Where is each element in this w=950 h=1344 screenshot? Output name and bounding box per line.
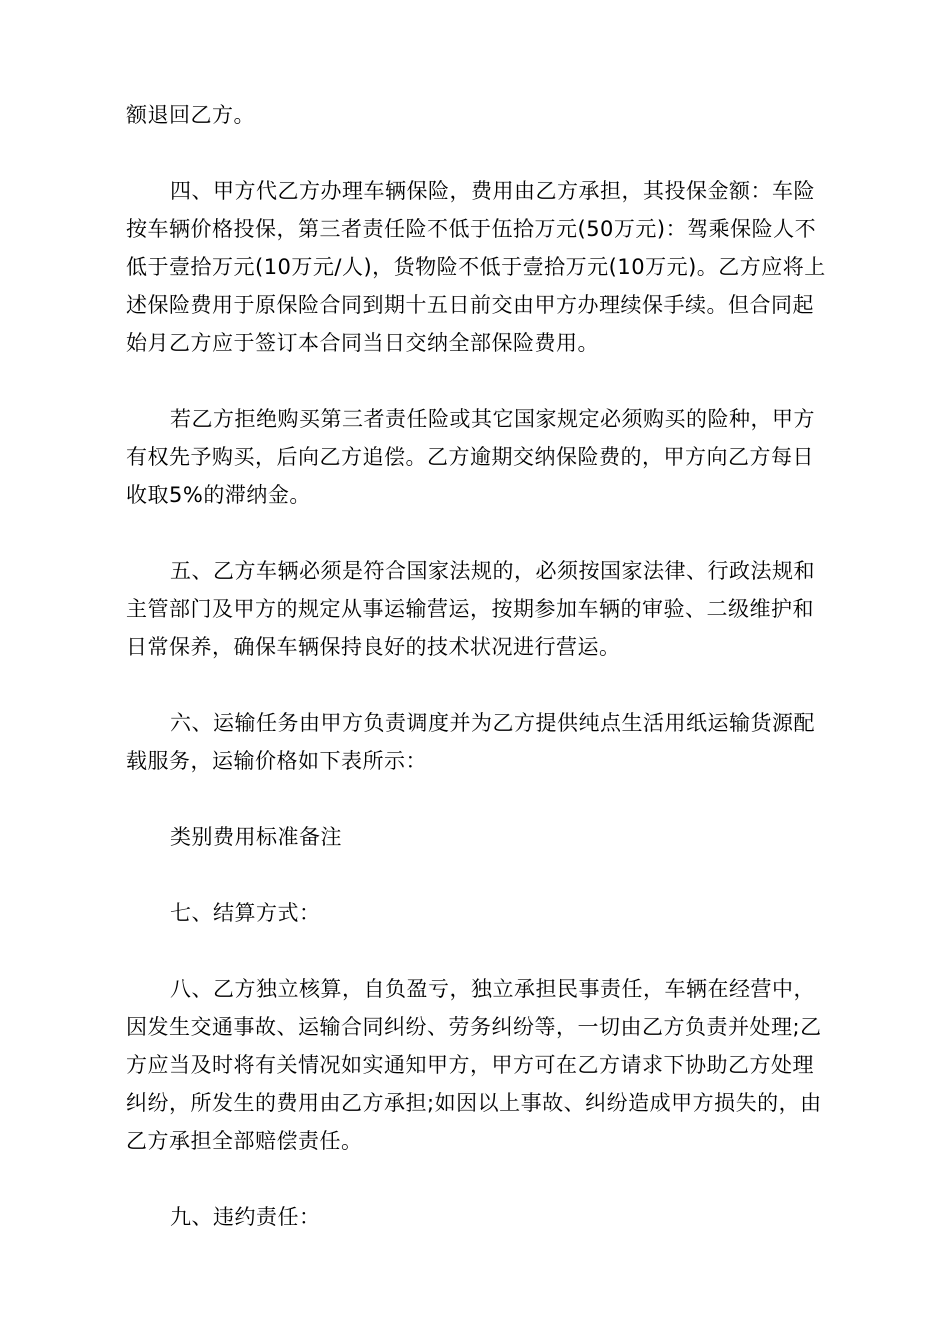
paragraph-clause-4-supplement: 若乙方拒绝购买第三者责任险或其它国家规定必须购买的险种，甲方有权先予购买，后向乙方追偿。乙方逾期交纳保险费的，甲方向乙方每日收取5%的滞纳金。: [126, 407, 815, 507]
paragraph-clause-6: 六、运输任务由甲方负责调度并为乙方提供纯点生活用纸运输货源配载服务，运输价格如下表所示：: [126, 711, 815, 773]
paragraph-clause-8: 八、乙方独立核算，自负盈亏，独立承担民事责任，车辆在经营中，因发生交通事故、运输合同纠纷、劳务纠纷等，一切由乙方负责并处理;乙方应当及时将有关情况如实通知甲方，甲方可在乙方请求下协助乙方处理纠纷，所发生的费用由乙方承担;如因以上事故、纠纷造成甲方损失的，由乙方承担全部赔偿责任。: [126, 977, 822, 1153]
paragraph-clause-9: 九、违约责任：: [170, 1205, 321, 1229]
paragraph-clause-5: 五、乙方车辆必须是符合国家法规的，必须按国家法律、行政法规和主管部门及甲方的规定从事运输营运，按期参加车辆的审验、二级维护和日常保养，确保车辆保持良好的技术状况进行营运。: [126, 559, 815, 659]
paragraph-clause-4: 四、甲方代乙方办理车辆保险，费用由乙方承担，其投保金额：车险按车辆价格投保，第三者责任险不低于伍拾万元(50万元)：驾乘保险人不低于壹拾万元(10万元/人)，货物险不低于壹拾万元(10万元)。乙方应将上述保险费用于原保险合同到期十五日前交由甲方办理续保手续。但合同起始月乙方应于签订本合同当日交纳全部保险费用。: [126, 179, 826, 355]
paragraph-continuation: 额退回乙方。: [126, 103, 255, 127]
table-header-line: 类别费用标准备注: [170, 825, 342, 849]
paragraph-clause-7: 七、结算方式：: [170, 901, 321, 925]
